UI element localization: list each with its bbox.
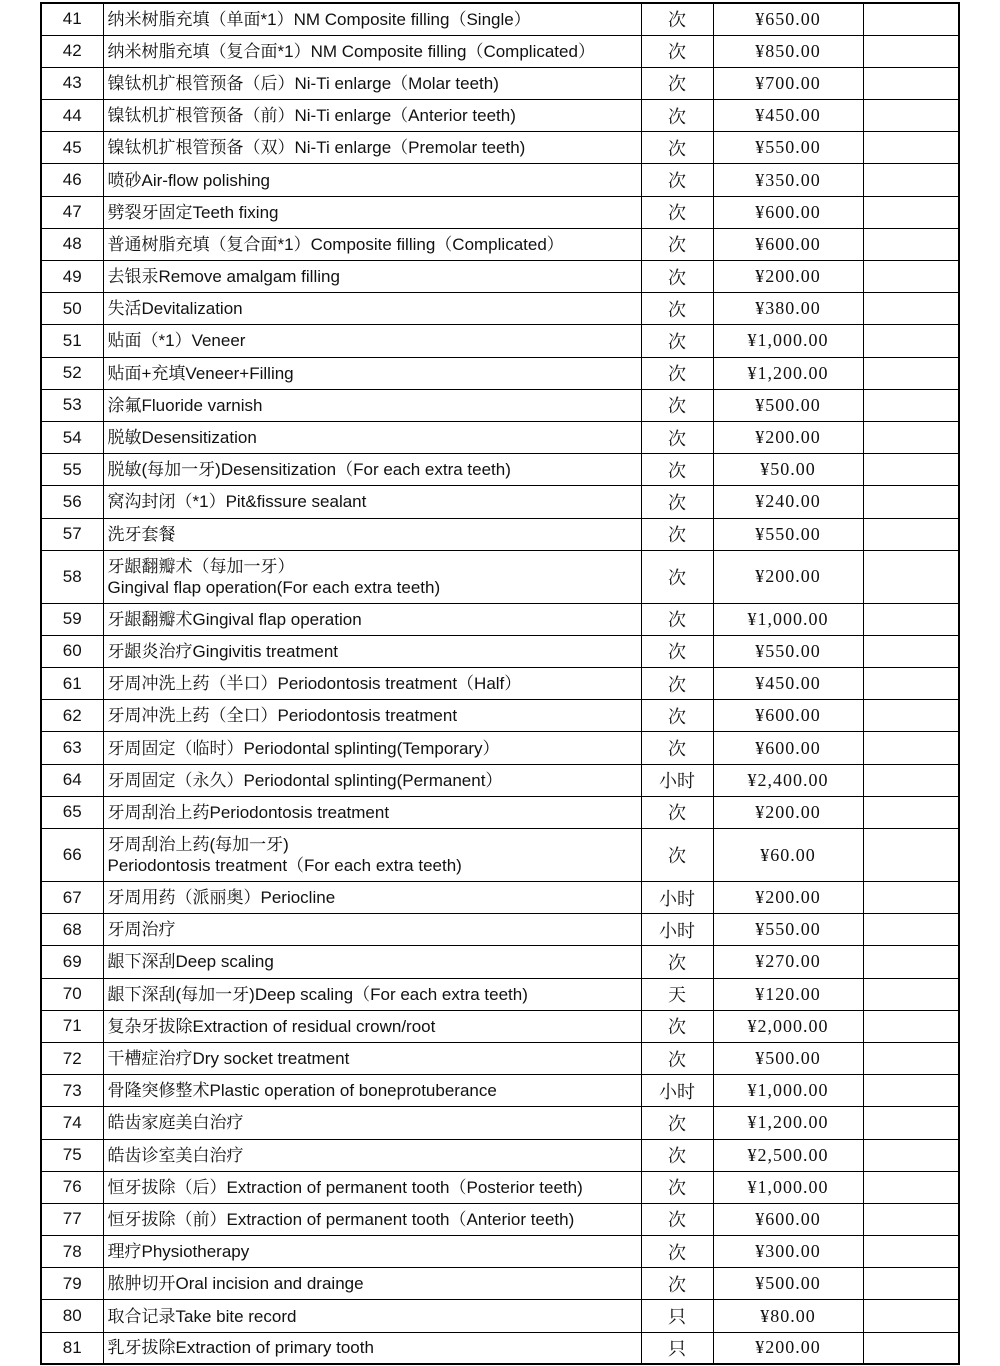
price-cell: ¥350.00	[713, 164, 863, 196]
unit-cell: 次	[641, 1171, 713, 1203]
row-number: 42	[41, 35, 103, 67]
price-cell: ¥500.00	[713, 1268, 863, 1300]
table-row	[41, 261, 959, 293]
unit-cell: 次	[641, 550, 713, 603]
row-number: 61	[41, 668, 103, 700]
price-cell: ¥200.00	[713, 1332, 863, 1364]
price-cell: ¥1,000.00	[713, 1171, 863, 1203]
unit-cell: 次	[641, 100, 713, 132]
price-cell: ¥200.00	[713, 796, 863, 828]
item-description-line: 脱敏(每加一牙)Desensitization（For each extra teeth)	[107, 460, 511, 480]
table-row	[41, 389, 959, 421]
extra-cell	[863, 3, 959, 35]
extra-cell	[863, 1107, 959, 1139]
unit-cell: 小时	[641, 1075, 713, 1107]
item-description-line: Periodontosis treatment（For each extra teeth)	[107, 856, 462, 875]
extra-cell	[863, 389, 959, 421]
row-number: 47	[41, 196, 103, 228]
unit-cell: 次	[641, 635, 713, 667]
unit-cell: 次	[641, 261, 713, 293]
item-description-line: 纳米树脂充填（复合面*1）NM Composite filling（Complicated）	[107, 41, 595, 61]
unit-cell: 次	[641, 325, 713, 357]
unit-cell: 次	[641, 700, 713, 732]
row-number: 66	[41, 829, 103, 882]
item-description	[103, 796, 641, 828]
row-number: 41	[41, 3, 103, 35]
extra-cell	[863, 1203, 959, 1235]
unit-cell: 次	[641, 1107, 713, 1139]
row-number: 67	[41, 882, 103, 914]
table-row	[41, 1139, 959, 1171]
price-cell: ¥80.00	[713, 1300, 863, 1332]
table-row	[41, 1236, 959, 1268]
item-description	[103, 389, 641, 421]
item-description-line: 脱敏Desensitization	[107, 428, 257, 448]
item-description	[103, 293, 641, 325]
price-cell: ¥2,400.00	[713, 764, 863, 796]
unit-cell: 次	[641, 421, 713, 453]
row-number: 78	[41, 1236, 103, 1268]
item-description-line: 恒牙拔除（前）Extraction of permanent tooth（Anterior teeth)	[107, 1209, 575, 1229]
unit-cell: 次	[641, 732, 713, 764]
item-description-line: 牙周刮治上药Periodontosis treatment	[107, 802, 390, 822]
table-row	[41, 1300, 959, 1332]
extra-cell	[863, 132, 959, 164]
unit-cell: 只	[641, 1332, 713, 1364]
extra-cell	[863, 700, 959, 732]
price-cell: ¥600.00	[713, 228, 863, 260]
row-number: 77	[41, 1203, 103, 1235]
row-number: 63	[41, 732, 103, 764]
item-description-line: 牙龈炎治疗Gingivitis treatment	[107, 641, 338, 661]
table-row	[41, 325, 959, 357]
item-description	[103, 978, 641, 1010]
unit-cell: 次	[641, 35, 713, 67]
row-number: 53	[41, 389, 103, 421]
item-description-line: 骨隆突修整术Plastic operation of boneprotuberance	[107, 1081, 497, 1101]
item-description-line: 龈下深刮Deep scaling	[107, 952, 274, 972]
table-row	[41, 196, 959, 228]
table-row	[41, 1332, 959, 1364]
item-description	[103, 1010, 641, 1042]
table-row	[41, 164, 959, 196]
item-description	[103, 700, 641, 732]
extra-cell	[863, 946, 959, 978]
price-cell: ¥60.00	[713, 829, 863, 882]
extra-cell	[863, 164, 959, 196]
table-row	[41, 700, 959, 732]
item-description	[103, 357, 641, 389]
extra-cell	[863, 293, 959, 325]
table-row	[41, 764, 959, 796]
item-description	[103, 518, 641, 550]
item-description	[103, 1139, 641, 1171]
extra-cell	[863, 357, 959, 389]
item-description-line: 镍钛机扩根管预备（前）Ni-Ti enlarge（Anterior teeth)	[107, 106, 516, 126]
table-row	[41, 1042, 959, 1074]
table-row	[41, 978, 959, 1010]
unit-cell: 次	[641, 1268, 713, 1300]
extra-cell	[863, 1236, 959, 1268]
table-row	[41, 228, 959, 260]
table-row	[41, 35, 959, 67]
price-cell: ¥550.00	[713, 518, 863, 550]
row-number: 60	[41, 635, 103, 667]
row-number: 51	[41, 325, 103, 357]
table-row	[41, 829, 959, 882]
extra-cell	[863, 1268, 959, 1300]
item-description	[103, 421, 641, 453]
item-description	[103, 946, 641, 978]
item-description	[103, 196, 641, 228]
extra-cell	[863, 421, 959, 453]
extra-cell	[863, 1042, 959, 1074]
item-description	[103, 1107, 641, 1139]
row-number: 72	[41, 1042, 103, 1074]
extra-cell	[863, 35, 959, 67]
item-description-line: Gingival flap operation(For each extra teeth)	[107, 577, 441, 597]
extra-cell	[863, 1332, 959, 1364]
table-row	[41, 550, 959, 603]
unit-cell: 次	[641, 293, 713, 325]
price-cell: ¥650.00	[713, 3, 863, 35]
item-description-line: 牙龈翻瓣术Gingival flap operation	[107, 609, 362, 629]
price-cell: ¥1,200.00	[713, 357, 863, 389]
item-description-line: 取合记录Take bite record	[107, 1306, 297, 1326]
item-description	[103, 164, 641, 196]
item-description-line: 失活Devitalization	[107, 299, 243, 319]
item-description	[103, 67, 641, 99]
item-description-line: 牙周冲洗上药（半口）Periodontosis treatment（Half）	[107, 674, 522, 694]
item-description	[103, 914, 641, 946]
row-number: 71	[41, 1010, 103, 1042]
row-number: 62	[41, 700, 103, 732]
row-number: 48	[41, 228, 103, 260]
table-row	[41, 293, 959, 325]
item-description	[103, 1332, 641, 1364]
unit-cell: 次	[641, 67, 713, 99]
row-number: 65	[41, 796, 103, 828]
price-cell: ¥600.00	[713, 1203, 863, 1235]
item-description	[103, 1300, 641, 1332]
unit-cell: 次	[641, 603, 713, 635]
item-description-line: 普通树脂充填（复合面*1）Composite filling（Complicated）	[107, 234, 564, 254]
unit-cell: 次	[641, 1042, 713, 1074]
unit-cell: 次	[641, 796, 713, 828]
unit-cell: 次	[641, 454, 713, 486]
unit-cell: 小时	[641, 882, 713, 914]
row-number: 45	[41, 132, 103, 164]
table-row	[41, 1268, 959, 1300]
table-row	[41, 3, 959, 35]
table-row	[41, 914, 959, 946]
extra-cell	[863, 603, 959, 635]
extra-cell	[863, 100, 959, 132]
item-description	[103, 132, 641, 164]
table-row	[41, 796, 959, 828]
item-description	[103, 668, 641, 700]
item-description-line: 牙周固定（永久）Periodontal splinting(Permanent）	[107, 770, 503, 790]
extra-cell	[863, 1300, 959, 1332]
row-number: 43	[41, 67, 103, 99]
item-description-line: 镍钛机扩根管预备（双）Ni-Ti enlarge（Premolar teeth)	[107, 138, 526, 158]
item-description-line: 脓肿切开Oral incision and drainge	[107, 1274, 364, 1294]
table-row	[41, 1010, 959, 1042]
item-description	[103, 635, 641, 667]
price-cell: ¥850.00	[713, 35, 863, 67]
row-number: 70	[41, 978, 103, 1010]
item-description	[103, 603, 641, 635]
price-cell: ¥2,500.00	[713, 1139, 863, 1171]
item-description	[103, 35, 641, 67]
price-cell: ¥1,200.00	[713, 1107, 863, 1139]
table-row	[41, 421, 959, 453]
row-number: 58	[41, 550, 103, 603]
item-description	[103, 1203, 641, 1235]
item-description-line: 贴面+充填Veneer+Filling	[107, 363, 294, 383]
item-description	[103, 1171, 641, 1203]
row-number: 75	[41, 1139, 103, 1171]
row-number: 80	[41, 1300, 103, 1332]
item-description	[103, 1268, 641, 1300]
price-table-body	[41, 3, 959, 1364]
item-description	[103, 764, 641, 796]
extra-cell	[863, 732, 959, 764]
table-row	[41, 100, 959, 132]
extra-cell	[863, 325, 959, 357]
extra-cell	[863, 635, 959, 667]
extra-cell	[863, 228, 959, 260]
price-cell: ¥700.00	[713, 67, 863, 99]
unit-cell: 次	[641, 486, 713, 518]
row-number: 81	[41, 1332, 103, 1364]
row-number: 52	[41, 357, 103, 389]
table-row	[41, 1107, 959, 1139]
item-description	[103, 3, 641, 35]
unit-cell: 次	[641, 3, 713, 35]
table-row	[41, 1075, 959, 1107]
item-description	[103, 1042, 641, 1074]
item-description-line: 劈裂牙固定Teeth fixing	[107, 202, 279, 222]
item-description-line: 牙周用药（派丽奥）Periocline	[107, 888, 336, 908]
row-number: 68	[41, 914, 103, 946]
unit-cell: 次	[641, 196, 713, 228]
extra-cell	[863, 1075, 959, 1107]
item-description-line: 理疗Physiotherapy	[107, 1242, 250, 1262]
unit-cell: 次	[641, 946, 713, 978]
row-number: 49	[41, 261, 103, 293]
table-row	[41, 603, 959, 635]
extra-cell	[863, 668, 959, 700]
price-cell: ¥600.00	[713, 196, 863, 228]
item-description-line: 恒牙拔除（后）Extraction of permanent tooth（Posterior teeth)	[107, 1177, 583, 1197]
table-row	[41, 1171, 959, 1203]
price-cell: ¥1,000.00	[713, 325, 863, 357]
item-description	[103, 882, 641, 914]
item-description-line: 去银汞Remove amalgam filling	[107, 267, 340, 287]
price-cell: ¥200.00	[713, 882, 863, 914]
price-cell: ¥2,000.00	[713, 1010, 863, 1042]
unit-cell: 次	[641, 518, 713, 550]
item-description-line: 纳米树脂充填（单面*1）NM Composite filling（Single）	[107, 9, 531, 29]
price-cell: ¥1,000.00	[713, 603, 863, 635]
table-row	[41, 518, 959, 550]
row-number: 46	[41, 164, 103, 196]
item-description-line: 贴面（*1）Veneer	[107, 331, 246, 351]
unit-cell: 小时	[641, 764, 713, 796]
row-number: 73	[41, 1075, 103, 1107]
item-description-line: 龈下深刮(每加一牙)Deep scaling（For each extra teeth)	[107, 984, 528, 1004]
price-cell: ¥450.00	[713, 668, 863, 700]
table-row	[41, 132, 959, 164]
item-description-line: 牙龈翻瓣术（每加一牙）	[107, 556, 295, 576]
item-description	[103, 100, 641, 132]
table-row	[41, 486, 959, 518]
item-description	[103, 732, 641, 764]
unit-cell: 小时	[641, 914, 713, 946]
item-description	[103, 550, 641, 603]
row-number: 76	[41, 1171, 103, 1203]
extra-cell	[863, 550, 959, 603]
price-cell: ¥450.00	[713, 100, 863, 132]
item-description-line: 镍钛机扩根管预备（后）Ni-Ti enlarge（Molar teeth)	[107, 73, 499, 93]
table-row	[41, 1203, 959, 1235]
price-cell: ¥600.00	[713, 700, 863, 732]
row-number: 56	[41, 486, 103, 518]
table-row	[41, 357, 959, 389]
row-number: 50	[41, 293, 103, 325]
row-number: 69	[41, 946, 103, 978]
table-row	[41, 668, 959, 700]
item-description-line: 涂氟Fluoride varnish	[107, 395, 263, 415]
row-number: 64	[41, 764, 103, 796]
extra-cell	[863, 764, 959, 796]
extra-cell	[863, 486, 959, 518]
unit-cell: 次	[641, 228, 713, 260]
item-description	[103, 261, 641, 293]
item-description	[103, 325, 641, 357]
row-number: 57	[41, 518, 103, 550]
row-number: 54	[41, 421, 103, 453]
extra-cell	[863, 914, 959, 946]
unit-cell: 次	[641, 1139, 713, 1171]
price-cell: ¥380.00	[713, 293, 863, 325]
price-cell: ¥300.00	[713, 1236, 863, 1268]
price-cell: ¥200.00	[713, 550, 863, 603]
price-cell: ¥500.00	[713, 1042, 863, 1074]
row-number: 55	[41, 454, 103, 486]
extra-cell	[863, 882, 959, 914]
unit-cell: 次	[641, 164, 713, 196]
item-description	[103, 1236, 641, 1268]
extra-cell	[863, 796, 959, 828]
item-description-line: 喷砂Air-flow polishing	[107, 170, 270, 190]
table-row	[41, 454, 959, 486]
extra-cell	[863, 67, 959, 99]
unit-cell: 次	[641, 668, 713, 700]
item-description	[103, 454, 641, 486]
price-cell: ¥550.00	[713, 132, 863, 164]
item-description-line: 牙周治疗	[107, 920, 176, 940]
price-cell: ¥200.00	[713, 421, 863, 453]
unit-cell: 次	[641, 1010, 713, 1042]
extra-cell	[863, 196, 959, 228]
extra-cell	[863, 1010, 959, 1042]
row-number: 74	[41, 1107, 103, 1139]
item-description-line: 洗牙套餐	[107, 524, 176, 544]
item-description-line: 牙周冲洗上药（全口）Periodontosis treatment	[107, 706, 458, 726]
unit-cell: 次	[641, 1203, 713, 1235]
price-cell: ¥270.00	[713, 946, 863, 978]
table-row	[41, 946, 959, 978]
row-number: 79	[41, 1268, 103, 1300]
row-number: 44	[41, 100, 103, 132]
extra-cell	[863, 1139, 959, 1171]
extra-cell	[863, 518, 959, 550]
item-description-line: 皓齿诊室美白治疗	[107, 1145, 244, 1165]
extra-cell	[863, 454, 959, 486]
price-table	[40, 2, 960, 1365]
extra-cell	[863, 829, 959, 882]
price-cell: ¥550.00	[713, 635, 863, 667]
item-description-line: 牙周固定（临时）Periodontal splinting(Temporary）	[107, 738, 500, 758]
price-cell: ¥240.00	[713, 486, 863, 518]
item-description	[103, 486, 641, 518]
unit-cell: 天	[641, 978, 713, 1010]
item-description	[103, 228, 641, 260]
price-cell: ¥550.00	[713, 914, 863, 946]
unit-cell: 次	[641, 1236, 713, 1268]
unit-cell: 次	[641, 132, 713, 164]
price-cell: ¥1,000.00	[713, 1075, 863, 1107]
item-description-line: 干槽症治疗Dry socket treatment	[107, 1049, 350, 1069]
price-cell: ¥200.00	[713, 261, 863, 293]
item-description-line: 皓齿家庭美白治疗	[107, 1113, 244, 1133]
unit-cell: 只	[641, 1300, 713, 1332]
item-description-line: 牙周刮治上药(每加一牙)	[107, 835, 289, 854]
item-description	[103, 829, 641, 882]
table-row	[41, 635, 959, 667]
price-cell: ¥600.00	[713, 732, 863, 764]
table-row	[41, 67, 959, 99]
unit-cell: 次	[641, 357, 713, 389]
item-description	[103, 1075, 641, 1107]
extra-cell	[863, 1171, 959, 1203]
table-row	[41, 882, 959, 914]
extra-cell	[863, 978, 959, 1010]
price-cell: ¥500.00	[713, 389, 863, 421]
extra-cell	[863, 261, 959, 293]
item-description-line: 复杂牙拔除Extraction of residual crown/root	[107, 1016, 436, 1036]
table-row	[41, 732, 959, 764]
price-list-sheet	[40, 2, 958, 1365]
row-number: 59	[41, 603, 103, 635]
unit-cell: 次	[641, 829, 713, 882]
item-description-line: 乳牙拔除Extraction of primary tooth	[107, 1338, 374, 1358]
price-cell: ¥120.00	[713, 978, 863, 1010]
item-description-line: 窝沟封闭（*1）Pit&fissure sealant	[107, 492, 367, 512]
price-cell: ¥50.00	[713, 454, 863, 486]
unit-cell: 次	[641, 389, 713, 421]
